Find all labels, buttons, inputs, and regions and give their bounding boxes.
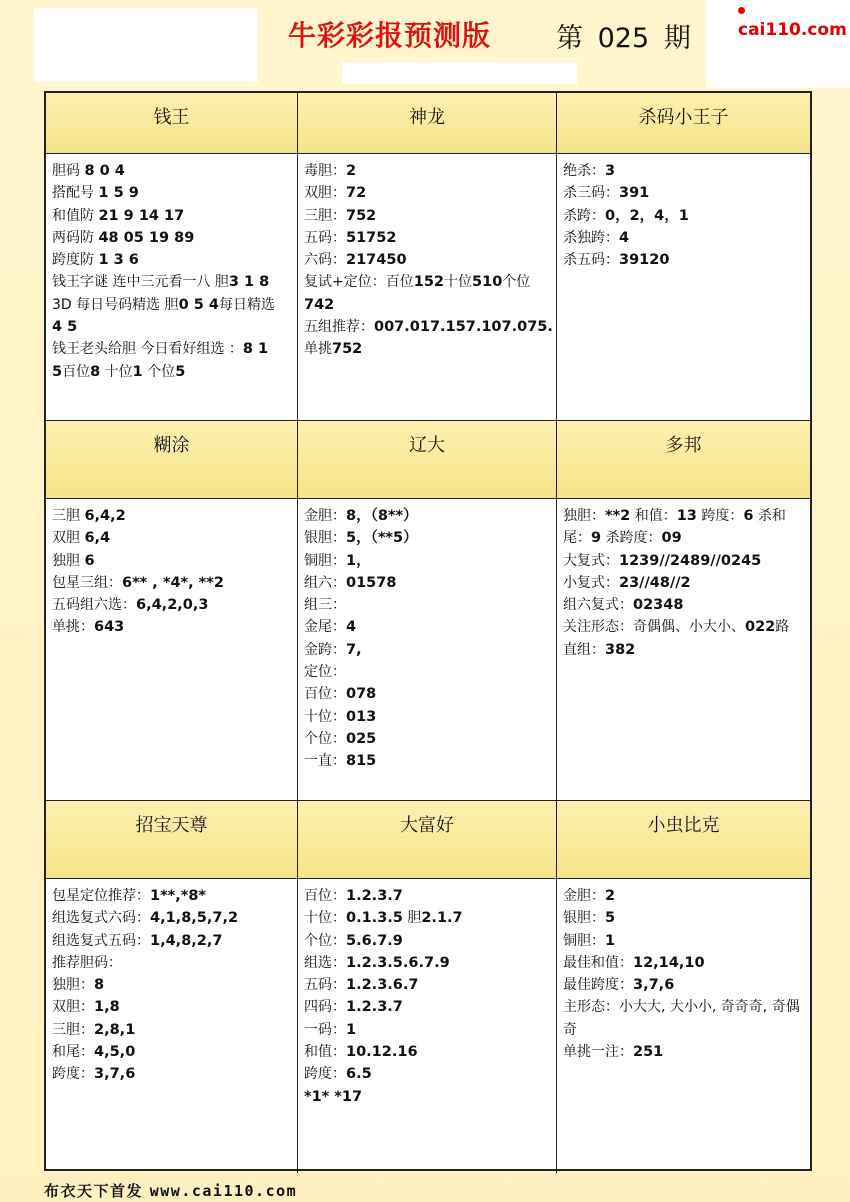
- line-label: 主形态：小大大, 大小小, 奇奇奇, 奇偶: [563, 999, 800, 1016]
- panel-body: [46, 154, 298, 421]
- panel-line: [563, 160, 806, 182]
- line-value: 2,8,1: [94, 1021, 136, 1038]
- panel-line: [304, 952, 552, 974]
- line-label: 和值：: [630, 508, 677, 524]
- line-label: 一直：: [304, 753, 346, 770]
- panel-header: [46, 421, 298, 499]
- line-label: 复试+定位：百位: [304, 274, 414, 291]
- panel-line: [563, 227, 806, 249]
- panel-line: [304, 294, 552, 316]
- panel-line: [304, 572, 552, 594]
- line-label: 六码：: [304, 252, 346, 269]
- line-label: 金胆：: [563, 888, 605, 904]
- logo-dot-icon: [738, 7, 745, 14]
- line-value: 4: [346, 619, 357, 636]
- line-value: 3: [605, 163, 616, 179]
- panel-line: [52, 160, 293, 182]
- panel-line: [304, 996, 552, 1018]
- line-label: 三胆: [52, 508, 85, 524]
- line-value: 10.12.16: [346, 1044, 418, 1061]
- line-value: 72: [346, 185, 367, 202]
- line-value: 23//48//2: [619, 574, 691, 591]
- panel-body: [46, 499, 298, 801]
- line-value: 6** , *4*, **2: [122, 574, 224, 591]
- line-label: 跨度：: [304, 1066, 346, 1083]
- panel-line: [563, 974, 806, 996]
- line-label: 杀独跨：: [563, 229, 619, 246]
- line-value: 510: [472, 274, 503, 291]
- line-label: 单挑一注：: [563, 1044, 633, 1061]
- panel-line: [563, 996, 806, 1018]
- panel-line: [304, 505, 552, 527]
- panel-line: [563, 550, 806, 572]
- line-value: 3,7,6: [94, 1066, 136, 1083]
- panel-line: [304, 249, 552, 271]
- panel-line: [563, 205, 806, 227]
- line-value: 6.5: [346, 1066, 372, 1083]
- line-value: 3 1 8: [228, 274, 270, 291]
- line-value: 752: [332, 341, 363, 358]
- line-value: 2.1.7: [421, 910, 463, 927]
- line-label: 和值防: [52, 207, 99, 224]
- panel-line: [304, 160, 552, 182]
- panel-line: [52, 316, 293, 338]
- panel-body: [557, 154, 810, 421]
- line-value: 643: [94, 619, 125, 636]
- line-value: 025: [346, 730, 377, 747]
- line-value: 007.017.157.107.075.: [374, 319, 553, 336]
- line-value: 13: [676, 508, 697, 524]
- line-value: 5: [605, 910, 616, 927]
- panel-line: [304, 594, 552, 616]
- panel-title: 辽大: [409, 435, 445, 456]
- panel-line: [52, 550, 293, 572]
- line-value: 0.1.3.5: [346, 910, 403, 927]
- panel-line: [304, 885, 552, 907]
- line-label: 三胆：: [52, 1021, 94, 1038]
- line-label: 独胆：: [563, 508, 605, 524]
- line-label: 个位: [142, 363, 176, 380]
- line-label: 铜胆：: [563, 932, 605, 949]
- panel-line: [304, 227, 552, 249]
- line-value: 6,4: [84, 530, 111, 547]
- line-label: 包星定位推荐：: [52, 888, 150, 904]
- line-value: 391: [619, 185, 650, 202]
- line-value: 01578: [346, 574, 397, 591]
- panel-line: [304, 639, 552, 661]
- line-value: 8 1: [242, 341, 269, 358]
- panel-title: 钱王: [153, 107, 190, 128]
- line-label: 杀跨度：: [601, 530, 662, 547]
- panel-title: 大富好: [400, 815, 454, 836]
- panel-line: [563, 572, 806, 594]
- line-label: 十位：: [304, 708, 346, 725]
- panel-line: [563, 594, 806, 616]
- panel-line: [52, 182, 293, 204]
- panel-title: 神龙: [409, 107, 445, 128]
- line-value: 2: [605, 888, 616, 904]
- line-label: 金尾：: [304, 619, 346, 636]
- line-value: 8 0 4: [84, 163, 125, 179]
- panel-line: [563, 907, 806, 929]
- line-label: 组六：: [304, 574, 346, 591]
- line-label: 最佳和值：: [563, 954, 633, 971]
- page-title: 牛彩彩报预测版: [288, 19, 492, 52]
- logo-text: cai110.com: [738, 20, 847, 40]
- panel-line: [52, 1019, 293, 1041]
- line-value: 1,4,8,2,7: [150, 932, 223, 949]
- line-value: 02348: [633, 597, 684, 614]
- line-label: 双胆：: [52, 999, 94, 1016]
- panel-line: [304, 750, 552, 772]
- line-value: 3,7,6: [633, 977, 675, 994]
- line-label: 百位：: [304, 888, 346, 904]
- line-label: 跨度：: [696, 508, 744, 524]
- panel-line: [52, 361, 293, 383]
- line-value: 8，（8**）: [346, 508, 418, 524]
- panel-line: [52, 616, 293, 638]
- panel-line: [304, 338, 552, 360]
- line-value: 0 5 4: [178, 296, 219, 313]
- line-label: 组选复式五码：: [52, 932, 150, 949]
- line-value: 1.2.3.5.6.7.9: [346, 954, 450, 971]
- panel-line: [52, 1063, 293, 1085]
- panel-line: [563, 527, 806, 549]
- panel-line: [52, 885, 293, 907]
- line-value: 39120: [619, 252, 670, 269]
- line-label: 单挑: [304, 341, 332, 358]
- panel-line: [304, 182, 552, 204]
- line-value: 21 9 14 17: [98, 207, 185, 224]
- line-value: 1239//2489//0245: [619, 552, 762, 569]
- line-value: 1: [346, 1021, 357, 1038]
- panel-title: 杀码小王子: [638, 107, 729, 128]
- panel-line: [563, 505, 806, 527]
- line-label: 最佳跨度：: [563, 977, 633, 994]
- line-value: 4,5,0: [94, 1044, 136, 1061]
- line-value: 51752: [346, 229, 397, 246]
- footer-url[interactable]: www.cai110.com: [149, 1182, 298, 1200]
- line-value: 6: [743, 508, 754, 524]
- line-label: 跨度防: [52, 252, 99, 269]
- line-label: 直组：: [563, 641, 605, 658]
- line-value: 022: [745, 619, 776, 636]
- panel-line: [304, 1063, 552, 1085]
- line-label: 钱王老头给胆 今日看好组选 ：: [52, 341, 243, 358]
- line-value: 1，: [346, 552, 371, 569]
- line-label: 金跨：: [304, 641, 346, 658]
- line-label: 毒胆：: [304, 163, 346, 179]
- line-value: 1: [605, 932, 616, 949]
- line-label: 组三：: [304, 597, 346, 614]
- issue-number: 第 025 期: [556, 23, 691, 54]
- line-value: **2: [605, 508, 631, 524]
- line-value: 1.2.3.7: [346, 888, 403, 904]
- line-label: 3D 每日号码精选 胆: [52, 296, 179, 313]
- panel-header: [557, 421, 810, 499]
- line-label: 杀和: [753, 508, 786, 524]
- line-value: 752: [346, 207, 377, 224]
- line-value: 8: [90, 363, 101, 380]
- line-label: 银胆：: [563, 910, 605, 927]
- panel-body: [557, 879, 810, 1173]
- panel-header: [298, 801, 557, 879]
- line-value: 6: [84, 552, 95, 569]
- line-value: 4: [619, 229, 630, 246]
- line-value: 1 5 9: [98, 185, 139, 202]
- line-label: 大复式：: [563, 552, 619, 569]
- panel-line: [52, 294, 293, 316]
- line-value: 1: [132, 363, 143, 380]
- header-blank-left: [34, 8, 258, 82]
- panel-header: [557, 93, 810, 154]
- panel-body: [46, 879, 298, 1173]
- panel-line: [563, 1041, 806, 1063]
- line-value: 152: [413, 274, 445, 291]
- panel-line: [304, 728, 552, 750]
- line-label: 五码：: [304, 229, 346, 246]
- panel-header: [557, 801, 810, 879]
- panel-title: 招宝天尊: [135, 815, 208, 836]
- line-label: 关注形态：奇偶偶、小大小、: [563, 619, 745, 636]
- panel-line: [52, 974, 293, 996]
- line-label: 银胆：: [304, 530, 346, 547]
- line-label: 独胆：: [52, 977, 94, 994]
- panel-line: [304, 316, 552, 338]
- line-value: 4 5: [52, 319, 78, 336]
- panel-line: [563, 1019, 806, 1041]
- footer-text: 布衣天下首发: [44, 1182, 150, 1200]
- panel-title: 多邦: [665, 435, 702, 456]
- line-value: 48 05 19 89: [98, 229, 195, 246]
- line-value: 6,4,2,0,3: [136, 597, 209, 614]
- line-label: 五码：: [304, 977, 346, 994]
- panel-line: [304, 930, 552, 952]
- line-value: 09: [661, 530, 682, 547]
- line-label: 胆码: [52, 163, 85, 179]
- line-value: 742: [304, 296, 335, 313]
- line-label: 奇: [563, 1021, 577, 1038]
- line-label: 百位：: [304, 686, 346, 703]
- panel-line: [52, 271, 293, 293]
- line-value: 9: [591, 530, 602, 547]
- line-label: 双胆：: [304, 185, 346, 202]
- line-label: 百位: [62, 363, 91, 380]
- header-blank-mid: [342, 62, 577, 84]
- panel-line: [304, 661, 552, 683]
- line-label: 四码：: [304, 999, 346, 1016]
- line-label: 两码防: [52, 229, 99, 246]
- panel-line: [52, 996, 293, 1018]
- line-value: 1 3 6: [98, 252, 139, 269]
- panel-line: [52, 930, 293, 952]
- panel-line: [563, 249, 806, 271]
- line-label: 尾：: [563, 530, 591, 547]
- line-value: 382: [605, 641, 636, 658]
- line-label: 个位：: [304, 932, 346, 949]
- line-label: 跨度：: [52, 1066, 94, 1083]
- line-label: 推荐胆码：: [52, 954, 122, 971]
- line-value: 1.2.3.7: [346, 999, 403, 1016]
- line-value: 078: [346, 686, 377, 703]
- line-value: 8: [94, 977, 105, 994]
- line-label: 单挑：: [52, 619, 94, 636]
- line-value: 6,4,2: [84, 508, 126, 524]
- line-value: 815: [346, 753, 377, 770]
- panel-header: [298, 93, 557, 154]
- line-value: 1**,*8*: [150, 888, 207, 904]
- panel-line: [52, 227, 293, 249]
- panel-body: [298, 154, 557, 421]
- panel-line: [52, 205, 293, 227]
- line-value: 1.2.3.6.7: [346, 977, 419, 994]
- line-label: 金胆：: [304, 508, 346, 524]
- panel-line: [304, 616, 552, 638]
- line-value: 4,1,8,5,7,2: [150, 910, 239, 927]
- line-value: 217450: [346, 252, 407, 269]
- panel-line: [304, 527, 552, 549]
- panel-line: [304, 1086, 552, 1108]
- line-label: 个位: [502, 274, 531, 291]
- line-label: 和尾：: [52, 1044, 94, 1061]
- panel-header: [46, 93, 298, 154]
- panel-line: [563, 885, 806, 907]
- panel-line: [304, 907, 552, 929]
- line-label: 杀三码：: [563, 185, 619, 202]
- line-label: 组六复式：: [563, 597, 633, 614]
- line-label: 和值：: [304, 1044, 346, 1061]
- panel-line: [52, 505, 293, 527]
- line-label: 双胆: [52, 530, 85, 547]
- line-label: 钱王字谜 连中三元看一八 胆: [52, 274, 229, 291]
- panel-line: [304, 1041, 552, 1063]
- panel-header: [298, 421, 557, 499]
- line-label: 定位：: [304, 664, 346, 681]
- panel-line: [304, 1019, 552, 1041]
- line-label: 胆: [402, 910, 422, 927]
- line-value: 013: [346, 708, 377, 725]
- panel-line: [563, 639, 806, 661]
- line-label: 十位: [444, 274, 473, 291]
- prediction-grid: [44, 91, 812, 1171]
- panel-line: [52, 527, 293, 549]
- panel-line: [563, 930, 806, 952]
- panel-line: [304, 550, 552, 572]
- line-label: 五组推荐：: [304, 319, 374, 336]
- panel-line: [304, 706, 552, 728]
- panel-line: [304, 271, 552, 293]
- line-label: 绝杀：: [563, 163, 605, 179]
- line-value: 2: [346, 163, 357, 179]
- line-label: 路: [775, 619, 790, 636]
- line-label: 铜胆：: [304, 552, 346, 569]
- line-label: 三胆：: [304, 207, 346, 224]
- line-label: 十位: [100, 363, 133, 380]
- panel-title: 糊涂: [153, 435, 190, 456]
- line-label: 搭配号: [52, 185, 99, 202]
- line-label: 五码组六选：: [52, 597, 136, 614]
- line-value: 1,8: [94, 999, 120, 1016]
- panel-line: [304, 974, 552, 996]
- panel-line: [563, 182, 806, 204]
- line-value: 12,14,10: [633, 954, 705, 971]
- footer-credit: [44, 1180, 297, 1201]
- panel-line: [52, 572, 293, 594]
- line-value: 7,: [346, 641, 362, 658]
- line-label: 小复式：: [563, 574, 619, 591]
- line-label: 一码：: [304, 1021, 346, 1038]
- line-value: 5，（**5）: [346, 530, 418, 547]
- site-logo[interactable]: [738, 0, 850, 40]
- panel-line: [304, 205, 552, 227]
- line-value: 0，2，4，1: [605, 207, 689, 224]
- panel-line: [52, 338, 293, 360]
- panel-line: [52, 1041, 293, 1063]
- line-label: 杀跨：: [563, 207, 605, 224]
- line-label: 组选：: [304, 954, 346, 971]
- panel-body: [298, 499, 557, 801]
- line-label: 个位：: [304, 730, 346, 747]
- panel-line: [52, 952, 293, 974]
- line-label: 每日精选: [218, 296, 275, 313]
- panel-line: [563, 616, 806, 638]
- line-label: 十位：: [304, 910, 346, 927]
- panel-header: [46, 801, 298, 879]
- panel-title: 小虫比克: [647, 815, 720, 836]
- panel-line: [304, 683, 552, 705]
- line-label: 包星三组：: [52, 574, 122, 591]
- line-value: *1* *17: [304, 1088, 363, 1105]
- line-value: 251: [633, 1044, 664, 1061]
- line-label: 组选复式六码：: [52, 910, 150, 927]
- panel-line: [52, 249, 293, 271]
- line-value: 5: [52, 363, 63, 380]
- panel-line: [563, 952, 806, 974]
- panel-body: [557, 499, 810, 801]
- line-label: 杀五码：: [563, 252, 619, 269]
- line-value: 5: [175, 363, 186, 380]
- line-label: 独胆: [52, 552, 85, 569]
- panel-line: [52, 907, 293, 929]
- panel-body: [298, 879, 557, 1173]
- panel-line: [52, 594, 293, 616]
- line-value: 5.6.7.9: [346, 932, 403, 949]
